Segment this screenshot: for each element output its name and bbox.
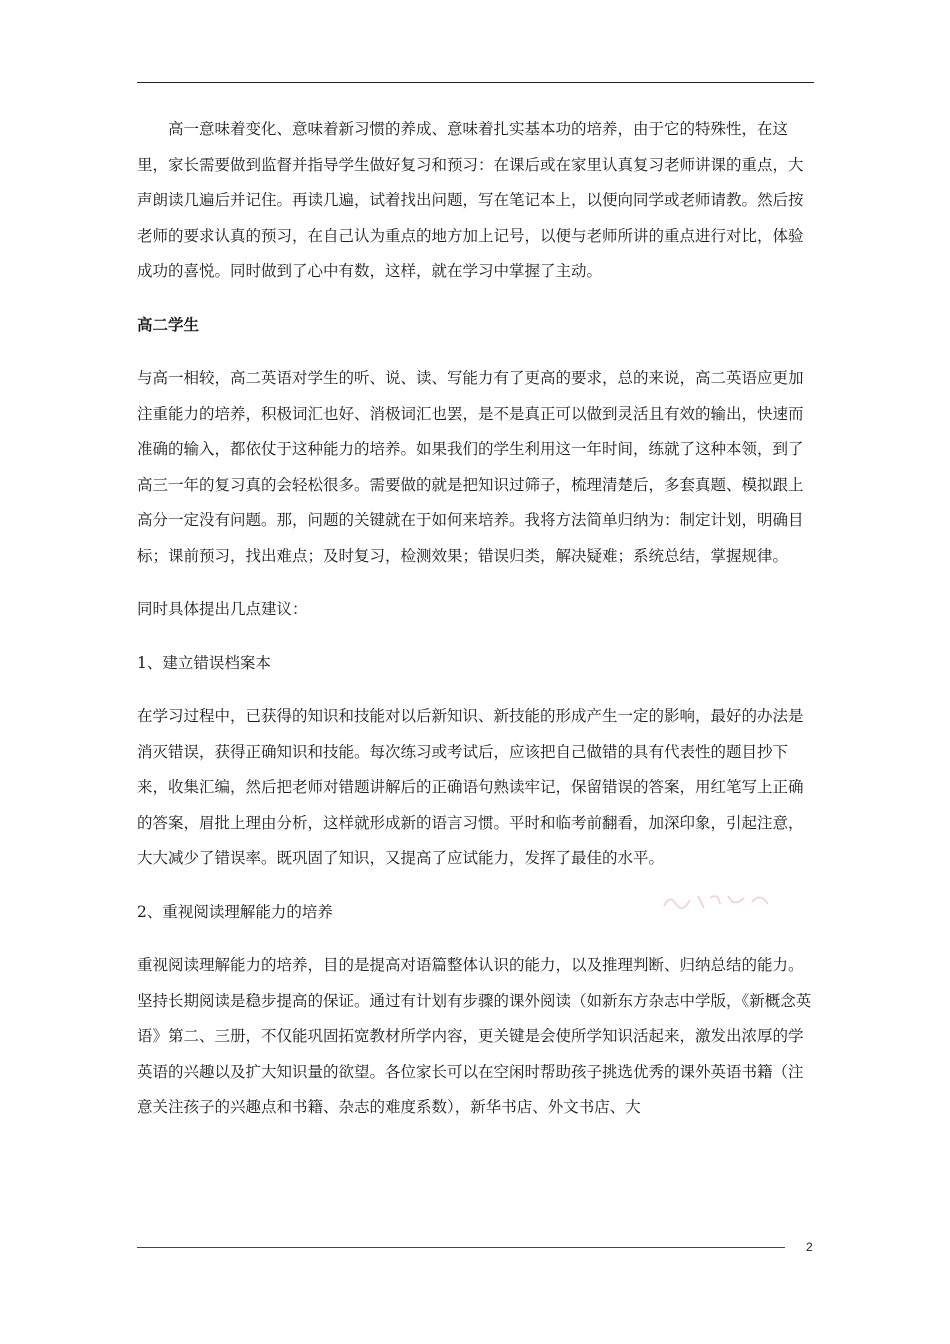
paragraph-suggestions-intro: 同时具体提出几点建议：	[137, 600, 308, 618]
paragraph-grade2: 与高一相较，高二英语对学生的听、说、读、写能力有了更高的要求，总的来说，高二英语应更加注重能力的培养，积极词汇也好、消极词汇也罢，是不是真正可以做到灵活且有效的输出，快速而准确的输入，都依仗于这种能力的培养。如果我们的学生利用这一年时间，练就了这种本领，到了高三一年的复习真的会轻松很多。需要做的就是把知识过筛子，梳理清楚后，多套真题、模拟跟上高分一定没有问题。那，问题的关键就在于如何来培养。我将方法简单归纳为：制定计划，明确目标；课前预习，找出难点；及时复习，检测效果；错误归类，解决疑难；系统总结，掌握规律。	[137, 369, 804, 565]
list-item-heading-2: 2、重视阅读理解能力的培养	[137, 902, 333, 921]
paragraph-reading: 重视阅读理解能力的培养，目的是提高对语篇整体认识的能力，以及推理判断、归纳总结的能力。坚持长期阅读是稳步提高的保证。通过有计划有步骤的课外阅读（如新东方杂志中学版，《新概念英语》第二、三册，不仅能巩固拓宽教材所学内容，更关键是会使所学知识活起来，激发出浓厚的学英语的兴趣以及扩大知识量的欲望。各位家长可以在空闲时帮助孩子挑选优秀的课外英语书籍（注意关注孩子的兴趣点和书籍、杂志的难度系数），新华书店、外文书店、大	[137, 956, 812, 1116]
page-number: 2	[806, 1240, 813, 1254]
watermark-logo	[660, 890, 780, 917]
list-item-heading-1: 1、建立错误档案本	[137, 653, 271, 672]
document-body	[137, 112, 817, 1126]
paragraph-intro: 高一意味着变化、意味着新习惯的养成、意味着扎实基本功的培养，由于它的特殊性，在这里，家长需要做到监督并指导学生做好复习和预习：在课后或在家里认真复习老师讲课的重点，大声朗读几遍后并记住。再读几遍，试着找出问题，写在笔记本上，以便向同学或老师请教。然后按老师的要求认真的预习，在自己认为重点的地方加上记号，以便与老师所讲的重点进行对比，体验成功的喜悦。同时做到了心中有数，这样，就在学习中掌握了主动。	[137, 120, 804, 280]
section-heading-grade2: 高二学生	[137, 315, 200, 334]
paragraph-error-notebook: 在学习过程中，已获得的知识和技能对以后新知识、新技能的形成产生一定的影响，最好的办法是消灭错误，获得正确知识和技能。每次练习或考试后，应该把自己做错的具有代表性的题目抄下来，收集汇编，然后把老师对错题讲解后的正确语句熟读牢记，保留错误的答案，用红笔写上正确的答案，眉批上理由分析，这样就形成新的语言习惯。平时和临考前翻看，加深印象，引起注意，大大减少了错误率。既巩固了知识，又提高了应试能力，发挥了最佳的水平。	[137, 707, 804, 867]
header-rule	[137, 82, 814, 83]
footer-rule	[137, 1247, 785, 1248]
